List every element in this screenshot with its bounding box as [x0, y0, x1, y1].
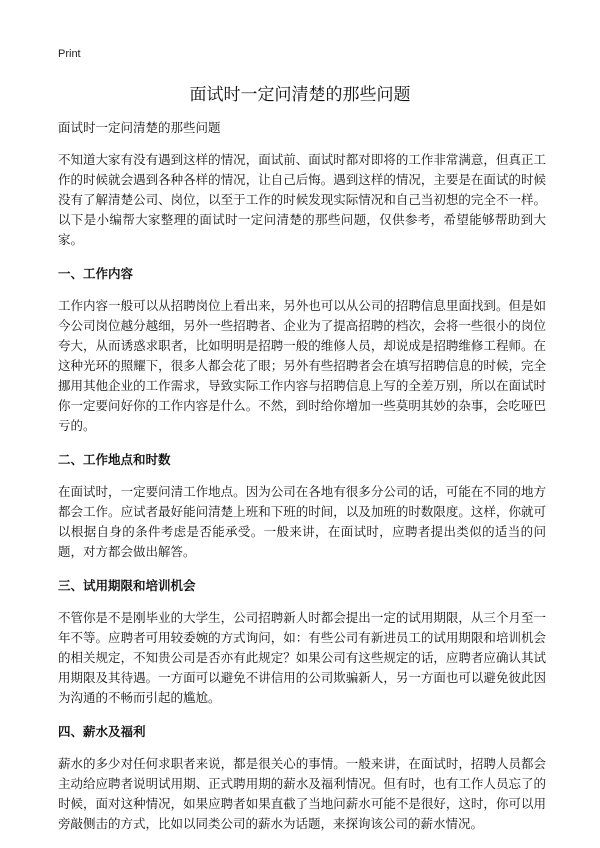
article-body — [58, 118, 546, 848]
section-body-probation-training: 不管你是不是刚毕业的大学生，公司招聘新人时都会提出一定的试用期限，从三个月至一年不等。应聘者可用较委婉的方式询问，如：有些公司有新进员工的试用期限和培训机会的相关规定，不知贵公司是否亦有此规定？如果公司有这些规定的话，应聘者应确认其试用期限及其待遇。一方面可以避免不讲信用的公司欺骗新人，另一方面也可以避免彼此因为沟通的不畅而引起的尴尬。 — [58, 610, 546, 705]
section-heading-work-content: 一、工作内容 — [58, 266, 134, 281]
intro-paragraph: 不知道大家有没有遇到这样的情况，面试前、面试时都对即将的工作非常满意，但真正工作的时候就会遇到各种各样的情况，让自己后悔。遇到这样的情况，主要是在面试的时候没有了解清楚公司、岗位，以至于工作的时候发现实际情况和自己当初想的完全不一样。以下是小编帮大家整理的面试时一定问清楚的那些问题，仅供参考，希望能够帮助到大家。 — [58, 152, 546, 247]
section-heading-probation-training: 三、试用期限和培训机会 — [58, 578, 196, 593]
section-body-location-hours: 在面试时，一定要问清工作地点。因为公司在各地有很多分公司的话，可能在不同的地方都会工作。应试者最好能问清楚上班和下班的时间，以及加班的时数限度。这样，你就可以根据自身的条件考虑是否能承受。一般来讲，在面试时，应聘者提出类似的适当的问题，对方都会做出解答。 — [58, 484, 546, 559]
section-body-work-content: 工作内容一般可以从招聘岗位上看出来，另外也可以从公司的招聘信息里面找到。但是如今公司岗位越分越细，另外一些招聘者、企业为了提高招聘的档次，会将一些很小的岗位夸大，从而诱惑求职者，比如明明是招聘一般的维修人员，却说成是招聘维修工程师。在这种光环的照耀下，很多人都会花了眼；另外有些招聘者会在填写招聘信息的时候，完全挪用其他企业的工作需求，导致实际工作内容与招聘信息上写的全差万别，所以在面试时你一定要问好你的工作内容是什么。不然，到时给你增加一些莫明其妙的杂事，会吃哑巴亏的。 — [58, 298, 546, 433]
print-link[interactable]: Print — [58, 48, 81, 60]
section-body-salary-benefits: 薪水的多少对任何求职者来说，都是很关心的事情。一般来讲，在面试时，招聘人员都会主动给应聘者说明试用期、正式聘用期的薪水及福利情况。但有时，也有工作人员忘了的时候，面对这种情况，如果应聘者如果直截了当地问薪水可能不是很好，这时，你可以用旁敲侧击的方式，比如以同类公司的薪水为话题，来探询该公司的薪水情况。 — [58, 756, 546, 831]
section-heading-location-hours: 二、工作地点和时数 — [58, 452, 171, 467]
section-heading-salary-benefits: 四、薪水及福利 — [58, 724, 146, 739]
page-title: 面试时一定问清楚的那些问题 — [189, 85, 411, 105]
article-subtitle: 面试时一定问清楚的那些问题 — [58, 120, 221, 135]
